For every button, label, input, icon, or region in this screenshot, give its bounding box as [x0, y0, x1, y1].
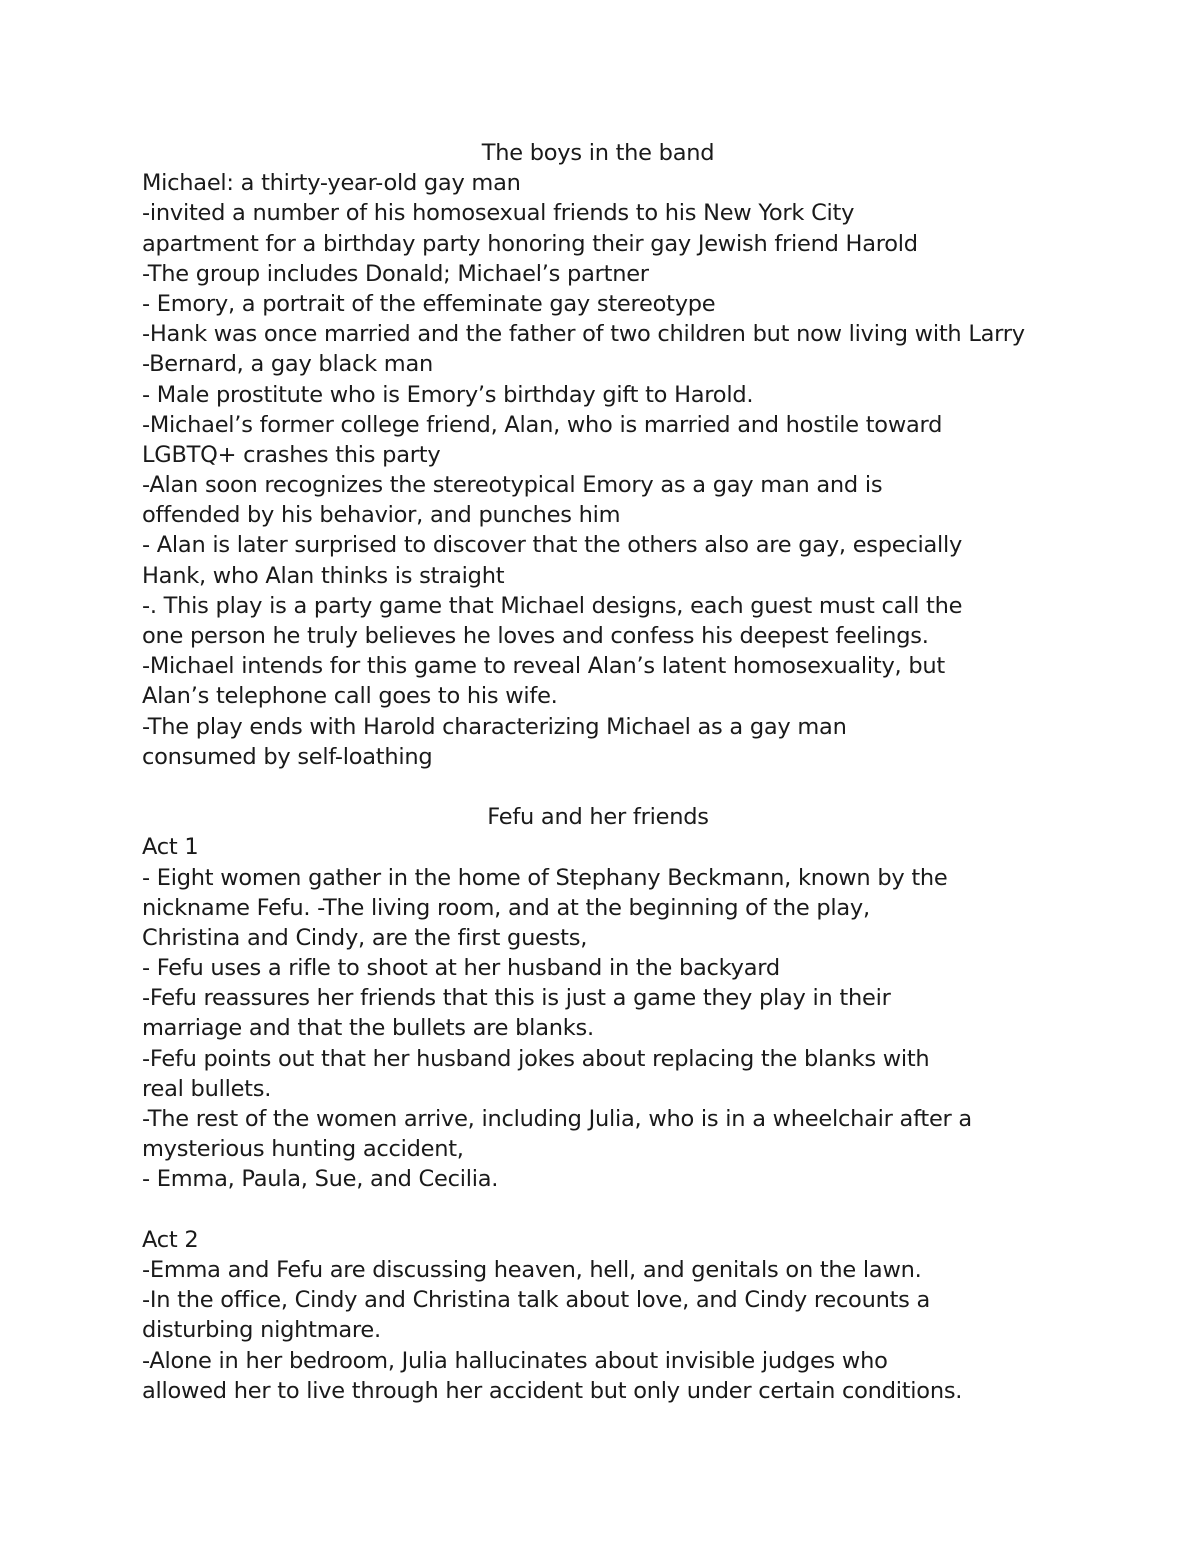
text-line: -The group includes Donald; Michael’s partner: [142, 260, 649, 287]
text-line: -Michael intends for this game to reveal Alan’s latent homosexuality, but: [142, 653, 945, 680]
text-line: Hank, who Alan thinks is straight: [142, 562, 505, 589]
text-line: one person he truly believes he loves and confess his deepest feelings.: [142, 623, 929, 649]
text-line: allowed her to live through her accident but only under certain conditions.: [142, 1377, 963, 1404]
text-line: - Emma, Paula, Sue, and Cecilia.: [142, 1166, 499, 1193]
text-line: - Eight women gather in the home of Stephany Beckmann, known by the: [142, 864, 948, 891]
text-line: - Alan is later surprised to discover that the others also are gay, especially: [142, 532, 963, 559]
text-line: -Fefu reassures her friends that this is just a game they play in their: [142, 985, 891, 1012]
document-body: [142, 138, 1132, 1406]
text-line: -. This play is a party game that Michael designs, each guest must call the: [142, 592, 963, 619]
text-line: - Fefu uses a rifle to shoot at her husband in the backyard: [142, 955, 780, 982]
text-line: consumed by self-loathing: [142, 743, 433, 770]
text-line: -Emma and Fefu are discussing heaven, hell, and genitals on the lawn.: [142, 1256, 922, 1283]
text-line: -Bernard, a gay black man: [142, 351, 434, 378]
text-line: Christina and Cindy, are the first guests,: [142, 924, 588, 951]
text-line: apartment for a birthday party honoring their gay Jewish friend Harold: [142, 230, 918, 257]
spacer: [142, 1195, 1132, 1225]
text-line: -Alone in her bedroom, Julia hallucinates about invisible judges who: [142, 1347, 888, 1374]
text-line: Alan’s telephone call goes to his wife.: [142, 683, 558, 710]
text-line: -Alan soon recognizes the stereotypical Emory as a gay man and is: [142, 472, 883, 499]
text-line: marriage and that the bullets are blanks.: [142, 1015, 594, 1042]
boys-in-the-band-notes: [142, 168, 1132, 772]
text-line: nickname Fefu. -The living room, and at the beginning of the play,: [142, 894, 870, 921]
act-2-heading: Act 2: [142, 1226, 199, 1253]
text-line: Michael: a thirty-year-old gay man: [142, 170, 521, 197]
text-line: - Male prostitute who is Emory’s birthday gift to Harold.: [142, 381, 754, 408]
spacer: [142, 772, 1132, 802]
text-line: -In the office, Cindy and Christina talk about love, and Cindy recounts a: [142, 1287, 931, 1314]
text-line: LGBTQ+ crashes this party: [142, 441, 441, 468]
text-line: mysterious hunting accident,: [142, 1136, 464, 1163]
text-line: -Fefu points out that her husband jokes about replacing the blanks with: [142, 1045, 930, 1072]
text-line: real bullets.: [142, 1075, 272, 1102]
text-line: -The rest of the women arrive, including Julia, who is in a wheelchair after a: [142, 1106, 972, 1132]
text-line: -The play ends with Harold characterizing Michael as a gay man: [142, 713, 847, 740]
act-1-notes: [142, 863, 1132, 1195]
text-line: - Emory, a portrait of the effeminate gay stereotype: [142, 290, 716, 317]
act-1-heading: Act 1: [142, 834, 199, 861]
text-line: -invited a number of his homosexual friends to his New York City: [142, 200, 855, 227]
act-2-notes: [142, 1255, 1132, 1406]
section-title-boys-in-the-band: The boys in the band: [481, 140, 715, 166]
text-line: -Michael’s former college friend, Alan, who is married and hostile toward: [142, 411, 943, 438]
section-title-fefu-and-her-friends: Fefu and her friends: [487, 804, 709, 831]
text-line: disturbing nightmare.: [142, 1317, 381, 1344]
text-line: offended by his behavior, and punches him: [142, 502, 621, 529]
text-line: -Hank was once married and the father of two children but now living with Larry: [142, 321, 1025, 348]
